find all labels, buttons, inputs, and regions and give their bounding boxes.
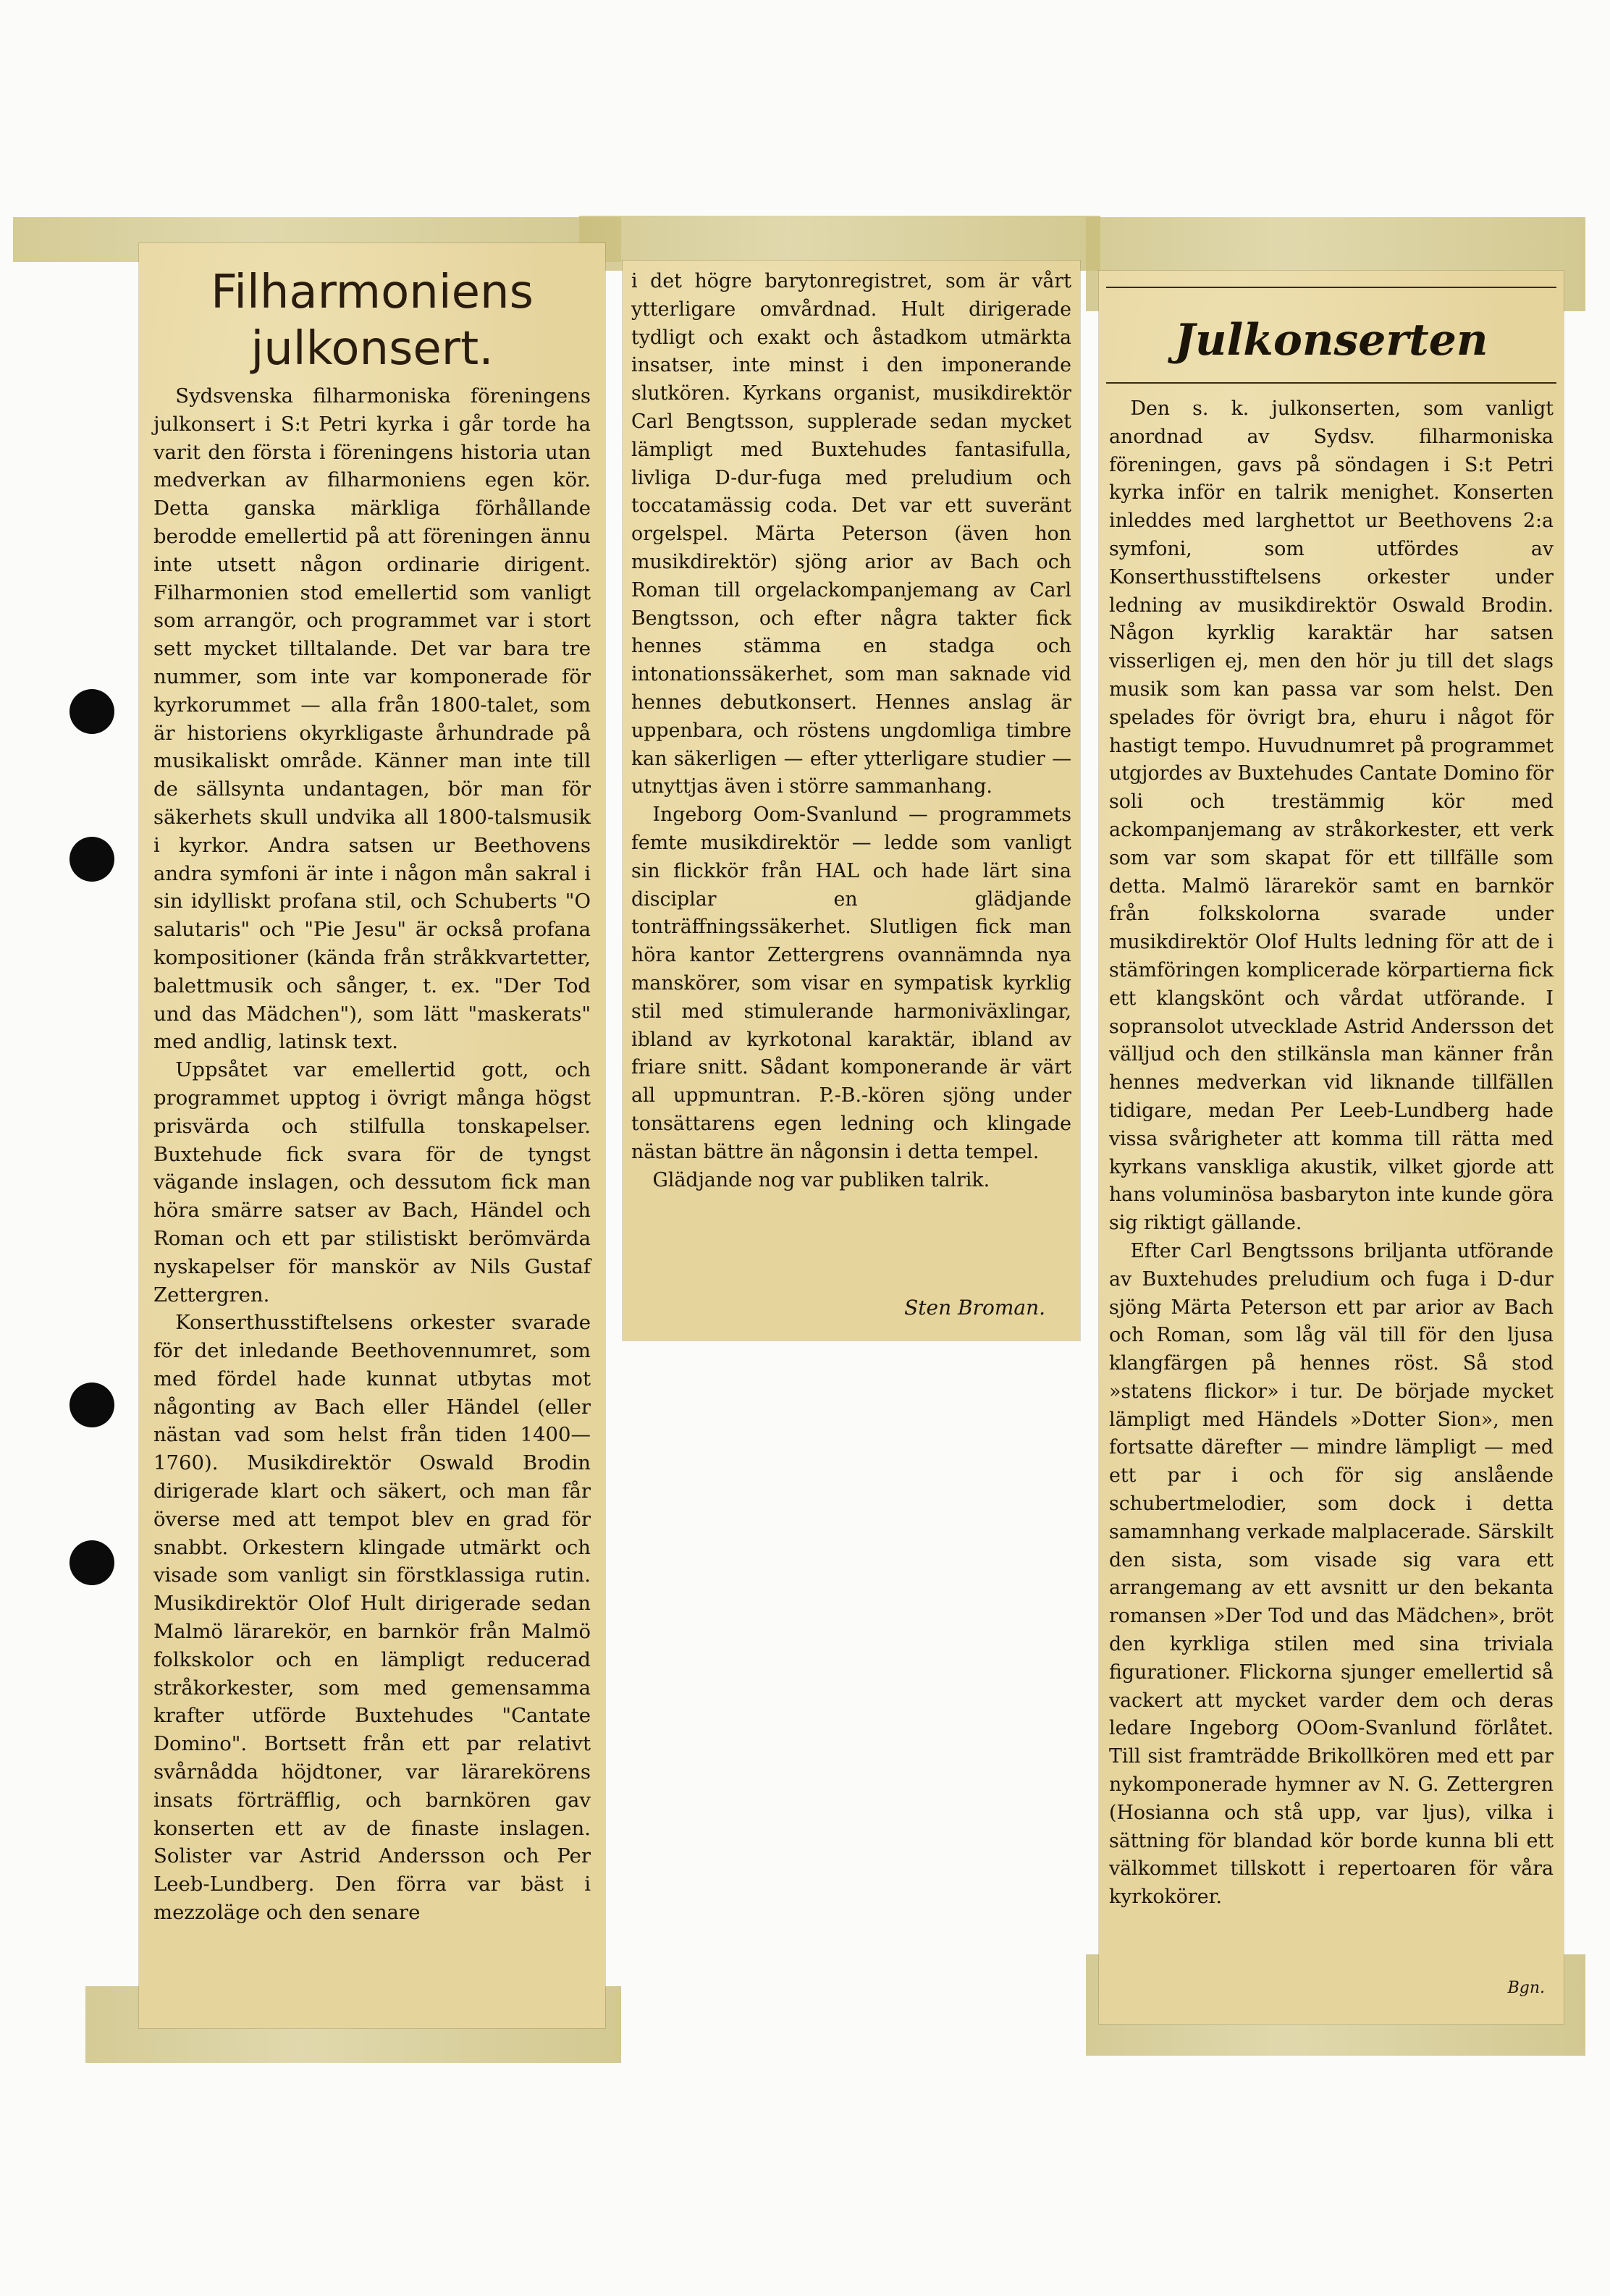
article-paragraph: Konserthusstiftelsens orkester svarade för det inledande Beethovennumret, som med fördel hade kunnat utbytas mot någonting av Bach eller Händel (eller nästan vad som helst från tiden 1400—1760). Musikdirektör Oswald Brodin dirigerade klart och säkert, och man får överse med att tempot blev en grad för snabbt. Orkestern klingade utmärkt och visade som vanligt sin förstklassiga rutin. Musikdirektör Olof Hult dirigerade sedan Malmö lärarekör, en barnkör från Malmö folkskolor och en lämpligt reducerad stråkorkester, som med gemensamma krafter utförde Buxtehudes "Cantate Domino". Bortsett från ett par relativt svårnådda höjdtoner, var lärarekörens insats förträfflig, och barnkören gav konserten ett av de finaste inslagen. Solister var Astrid Andersson och Per Leeb-Lundberg. Den förra var bäst i mezzoläge och den senare [153,1311,591,1925]
binder-hole-2 [69,837,114,882]
article-byline: Bgn. [1507,1979,1545,1997]
article-paragraph: i det högre barytonregistret, som är vårt ytterligare omvårdnad. Hult dirigerade tydligt och exakt och åstadkom utmärkta insatser, inte minst i den imponerande slutkören. Kyrkans organist, musikdirektör Carl Bengtsson, supplerade sedan mycket lämpligt med Buxtehudes fantasifulla, livliga D-dur-fuga med preludium och toccatamässig coda. Det var ett suveränt orgelspel. Märta Peterson (även hon musikdirektör) sjöng arior av Bach och Roman till orgelackompanjemang av Carl Bengtsson, och efter några takter fick hennes stämma en stadga och intonationssäkerhet, som man saknade vid hennes debutkonsert. Hennes anslag är uppenbara, och röstens ungdomliga timbre kan säkerligen — efter ytterligare studier — utnyttjas även i större sammanhang. [631,270,1071,798]
newspaper-clipping-right [1099,271,1564,2024]
article-byline: Sten Broman. [904,1296,1045,1320]
binder-hole-1 [69,689,114,734]
binder-hole-3 [69,1383,114,1427]
clipping-headline: Julkonserten [1174,315,1488,366]
header-rule-top [1106,287,1556,288]
article-body-right [1109,395,1554,1912]
article-paragraph: Sydsvenska filharmoniska föreningens julkonsert i S:t Petri kyrka i går torde ha varit den första i föreningens historia utan medverkan av filharmoniens egen kör. Detta ganska märkliga förhållande berodde emellertid på att föreningen ännu inte utsett någon ordinarie dirigent. Filharmonien stod emellertid som vanligt som arrangör, och programmet var i stort sett mycket tilltalande. Det var bara tre nummer, som inte var komponerade för kyrkorummet — alla från 1800-talet, som är historiens okyrkligaste århundrade på musikaliskt område. Känner man inte till de sällsynta undantagen, bör man för säkerhets skull undvika all 1800-talsmusik i kyrkor. Andra satsen ur Beethovens andra symfoni är inte i någon mån sakral i sin idylliskt profana stil, och Schuberts "O salutaris" och "Pie Jesu" är också profana kompositioner (kända från stråkkvartetter, balettmusik och sånger, t. ex. "Der Tod und das Mädchen"), som lätt "maskerats" med andlig, latinsk text. [153,384,591,1054]
header-rule-bottom [1106,382,1556,384]
article-body-middle [631,268,1071,1194]
article-paragraph: Glädjande nog var publiken talrik. [652,1168,990,1191]
article-paragraph: Ingeborg Oom-Svanlund — programmets femte musikdirektör — ledde som vanligt sin flickkör från HAL och hade lärt sina disciplar en glädjande tonträffningssäkerhet. Slutligen fick man höra kantor Zettergrens ovannämnda nya manskörer, som visar en sympatisk kyrklig stil med stimulerande harmoniväxlingar, ibland av kyrkotonal karaktär, ibland av friare snitt. Sådant komponerande är värt all uppmuntran. P.-B.-kören sjöng under tonsättarens egen ledning och klingade nästan bättre än någonsin i detta tempel. [631,803,1071,1163]
newspaper-clipping-middle [623,261,1080,1341]
article-paragraph: Efter Carl Bengtssons briljanta utförande av Buxtehudes preludium och fuga i D-dur sjöng Märta Peterson ett par arior av Bach och Roman, som låg väl till för den ljusa klangfärgen på hennes röst. Så stod »statens flickor» i tur. De började mycket lämpligt med Händels »Dotter Sion», men fortsatte därefter — mindre lämpligt — med ett par i och för sig anslående schubertmelodier, som dock i detta samamnhang verkade malplacerade. Särskilt den sista, som visade sig vara ett arrangemang av ett avsnitt ur den bekanta romansen »Der Tod und das Mädchen», bröt den kyrkliga stilen med sina triviala figurationer. Flickorna sjunger emellertid så vackert att mycket varder dem och deras ledare Ingeborg OOom-Svanlund förlåtet. Till sist framträdde Brikollkören med ett par nykomponerade hymner av N. G. Zettergren (Hosianna och stå upp, var ljus), vilka i sättning för blandad kör borde kunna bli ett välkommet tillskott i repertoaren för våra kyrkokörer. [1109,1239,1554,1909]
article-body-left [153,382,591,1927]
article-paragraph: Den s. k. julkonserten, som vanligt anordnad av Sydsv. filharmoniska föreningen, gavs på söndagen i S:t Petri kyrka inför en talrik menighet. Konserten inleddes med larghettot ur Beethovens 2:a symfoni, som utfördes av Konserthusstiftelsens orkester under ledning av musikdirektör Oswald Brodin. Någon kyrklig karaktär har satsen visserligen ej, men den hör ju till det slags musik som kan passa var som helst. Den spelades för övrigt bra, ehuru i något för hastigt tempo. Huvudnumret på programmet utgjordes av Buxtehudes Cantate Domino för soli och trestämmig kör med ackompanjemang av stråkorkester, ett verk som var som skapat för ett tillfälle som detta. Malmö lärarekör samt en barnkör från folkskolorna svarade under musikdirektör Olof Hults ledning för att de i stämföringen komplicerade körpartierna fick ett klangskönt och vårdat utförande. I sopransolot utvecklade Astrid Andersson det välljud och den stilkänsla man känner från hennes medverkan vid liknande tillfällen tidigare, medan Per Leeb-Lundberg hade vissa svårigheter att komma till rätta med kyrkans vanskliga akustik, vilket gjorde att hans voluminösa basbaryton inte kunde göra sig riktigt gällande. [1109,397,1554,1235]
clipping-subheadline: julkonsert. [250,322,494,376]
newspaper-clipping-left [139,243,605,2028]
article-paragraph: Uppsåtet var emellertid gott, och programmet upptog i övrigt många högst prisvärda och stilfulla tonskapelser. Buxtehude fick svara för de tyngst vägande inslagen, och dessutom fick man höra smärre satser av Bach, Händel och Roman och ett par stilistiskt berömvärda nyskapelser för manskör av Nils Gustaf Zettergren. [153,1058,591,1307]
binder-hole-4 [69,1540,114,1585]
clipping-headline: Filharmoniens [211,266,534,319]
